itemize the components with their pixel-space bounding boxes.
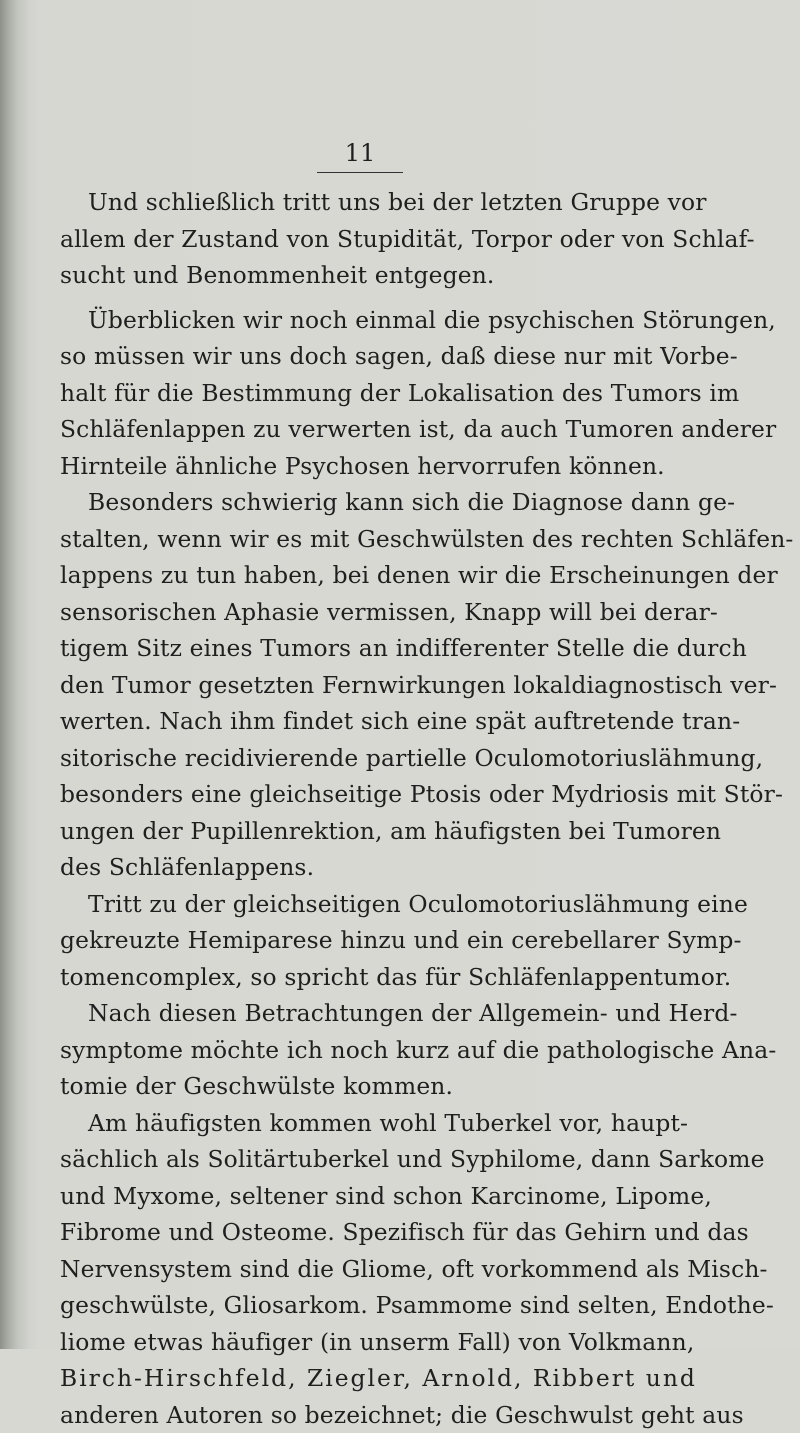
text-line: sucht und Benommenheit entgegen. [60, 257, 766, 294]
text-line: tomie der Geschwülste kommen. [60, 1068, 766, 1105]
text-line: geschwülste, Gliosarkom. Psammome sind selten, Endothe- [60, 1287, 766, 1324]
text-line: den Tumor gesetzten Fernwirkungen lokaldiagnostisch ver- [60, 667, 766, 704]
text-line: besonders eine gleichseitige Ptosis oder Mydriosis mit Stör- [60, 776, 766, 813]
text-line: lappens zu tun haben, bei denen wir die Erscheinungen der [60, 557, 766, 594]
text-line: liome etwas häufiger (in unserm Fall) von Volkmann, [60, 1324, 766, 1361]
text-line: anderen Autoren so bezeichnet; die Geschwulst geht aus [60, 1397, 766, 1433]
text-line: Besonders schwierig kann sich die Diagnose dann ge- [60, 484, 766, 521]
text-line: Nach diesen Betrachtungen der Allgemein- und Herd- [60, 995, 766, 1032]
text-line: Fibrome und Osteome. Spezifisch für das Gehirn und das [60, 1214, 766, 1251]
text-line: Tritt zu der gleichseitigen Oculomotoriuslähmung eine [60, 886, 766, 923]
text-line: gekreuzte Hemiparese hinzu und ein cerebellarer Symp- [60, 922, 766, 959]
text-line: Nervensystem sind die Gliome, oft vorkommend als Misch- [60, 1251, 766, 1288]
text-line: Birch-Hirschfeld, Ziegler, Arnold, Ribbert und [60, 1360, 766, 1397]
text-line: des Schläfenlappens. [60, 849, 766, 886]
text-line: Und schließlich tritt uns bei der letzten Gruppe vor [60, 184, 766, 221]
text-line: Am häufigsten kommen wohl Tuberkel vor, haupt- [60, 1105, 766, 1142]
text-line: Überblicken wir noch einmal die psychischen Störungen, [60, 302, 766, 339]
text-line: werten. Nach ihm findet sich eine spät auftretende tran- [60, 703, 766, 740]
text-line: tomencomplex, so spricht das für Schläfenlappentumor. [60, 959, 766, 996]
page-number: 11 [317, 140, 404, 173]
text-line: sensorischen Aphasie vermissen, Knapp will bei derar- [60, 594, 766, 631]
text-line: ungen der Pupillenrektion, am häufigsten bei Tumoren [60, 813, 766, 850]
body-text [60, 184, 766, 1433]
text-line: sitorische recidivierende partielle Oculomotoriuslähmung, [60, 740, 766, 777]
text-line: und Myxome, seltener sind schon Karcinome, Lipome, [60, 1178, 766, 1215]
text-line: symptome möchte ich noch kurz auf die pathologische Ana- [60, 1032, 766, 1069]
text-line: tigem Sitz eines Tumors an indifferenter Stelle die durch [60, 630, 766, 667]
text-line: sächlich als Solitärtuberkel und Syphilome, dann Sarkome [60, 1141, 766, 1178]
text-line: so müssen wir uns doch sagen, daß diese nur mit Vorbe- [60, 338, 766, 375]
text-line: Schläfenlappen zu verwerten ist, da auch Tumoren anderer [60, 411, 766, 448]
text-line: allem der Zustand von Stupidität, Torpor oder von Schlaf- [60, 221, 766, 258]
page-binding-edge [0, 0, 38, 1349]
page-number-container [300, 140, 420, 173]
text-line: halt für die Bestimmung der Lokalisation des Tumors im [60, 375, 766, 412]
text-line: stalten, wenn wir es mit Geschwülsten des rechten Schläfen- [60, 521, 766, 558]
text-line: Hirnteile ähnliche Psychosen hervorrufen können. [60, 448, 766, 485]
